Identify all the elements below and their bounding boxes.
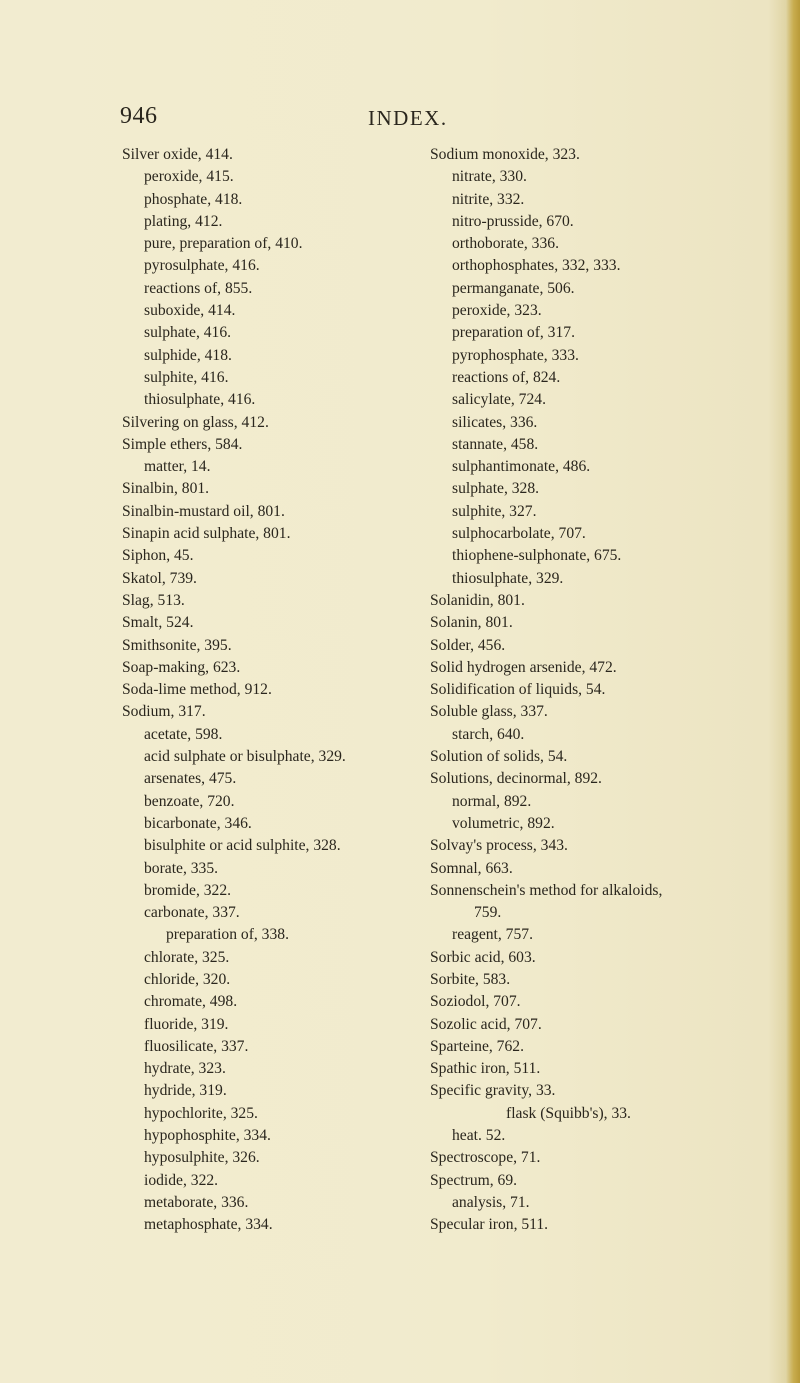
index-column-right — [430, 144, 790, 1237]
index-entry: Specific gravity, 33. — [430, 1082, 556, 1100]
index-subentry: sulphantimonate, 486. — [452, 458, 591, 476]
index-entry: Siphon, 45. — [122, 547, 194, 565]
index-subentry: iodide, 322. — [144, 1171, 219, 1189]
index-subentry: thiophene-sulphonate, 675. — [452, 547, 622, 565]
index-entry: Spectrum, 69. — [430, 1171, 518, 1189]
index-entry: Sinalbin, 801. — [122, 480, 210, 498]
index-entry: Solutions, decinormal, 892. — [430, 770, 602, 788]
index-entry: Sodium monoxide, 323. — [430, 146, 580, 163]
index-subentry: reagent, 757. — [452, 926, 533, 944]
index-subentry: flask (Squibb's), 33. — [506, 1104, 631, 1122]
index-subentry: plating, 412. — [144, 212, 223, 230]
index-subentry: hydride, 319. — [144, 1082, 227, 1100]
index-entry: Spectroscope, 71. — [430, 1149, 541, 1167]
index-entry: Soap-making, 623. — [122, 658, 241, 676]
index-entry: Soziodol, 707. — [430, 993, 521, 1011]
index-subentry: sulphate, 328. — [452, 480, 540, 498]
page-number: 946 — [120, 103, 158, 129]
index-subentry: fluosilicate, 337. — [144, 1037, 249, 1055]
index-entry: Spathic iron, 511. — [430, 1060, 541, 1078]
index-subentry: benzoate, 720. — [144, 792, 235, 810]
index-entry: Sorbic acid, 603. — [430, 948, 536, 966]
index-entry: Solvay's process, 343. — [430, 837, 568, 855]
index-entry: Silver oxide, 414. — [122, 146, 233, 163]
index-column-left — [122, 144, 462, 1237]
index-subentry: hypophosphite, 334. — [144, 1127, 271, 1145]
index-subentry: normal, 892. — [452, 792, 532, 810]
index-subentry: analysis, 71. — [452, 1193, 530, 1211]
index-subentry: metaphosphate, 334. — [144, 1216, 273, 1234]
index-entry: Sinapin acid sulphate, 801. — [122, 525, 291, 543]
index-subentry: nitrate, 330. — [452, 168, 527, 186]
index-subentry: sulphate, 416. — [144, 324, 232, 342]
index-entry: Silvering on glass, 412. — [122, 413, 269, 431]
index-subentry: preparation of, 338. — [166, 926, 289, 944]
index-entry: Solder, 456. — [430, 636, 506, 654]
index-entry: Sparteine, 762. — [430, 1037, 524, 1055]
index-entry: Solanidin, 801. — [430, 591, 525, 609]
index-subentry: peroxide, 323. — [452, 302, 542, 320]
index-subentry: starch, 640. — [452, 725, 525, 743]
index-subentry: stannate, 458. — [452, 435, 539, 453]
index-subentry: carbonate, 337. — [144, 904, 240, 922]
index-subentry: suboxide, 414. — [144, 302, 236, 320]
index-subentry: hydrate, 323. — [144, 1060, 226, 1078]
index-subentry: preparation of, 317. — [452, 324, 575, 342]
index-entry: Solanin, 801. — [430, 614, 513, 632]
index-subentry: sulphite, 416. — [144, 368, 229, 386]
index-subentry: metaborate, 336. — [144, 1193, 249, 1211]
index-subentry: acetate, 598. — [144, 725, 223, 743]
index-entry: Skatol, 739. — [122, 569, 197, 587]
index-subentry: borate, 335. — [144, 859, 219, 877]
index-subentry: chlorate, 325. — [144, 948, 230, 966]
index-subentry: fluoride, 319. — [144, 1015, 229, 1033]
index-entry: Soluble glass, 337. — [430, 703, 548, 721]
index-subentry: volumetric, 892. — [452, 814, 555, 832]
index-subentry: reactions of, 855. — [144, 279, 253, 297]
index-entry: Sinalbin-mustard oil, 801. — [122, 502, 285, 520]
index-subentry: bromide, 322. — [144, 881, 232, 899]
index-subentry: acid sulphate or bisulphate, 329. — [144, 748, 346, 766]
index-subentry: hypochlorite, 325. — [144, 1104, 258, 1122]
index-entry: Sodium, 317. — [122, 703, 206, 721]
index-subentry: thiosulphate, 329. — [452, 569, 564, 587]
index-subentry: sulphite, 327. — [452, 502, 537, 520]
index-subentry: 759. — [474, 904, 502, 922]
index-subentry: reactions of, 824. — [452, 368, 561, 386]
index-subentry: bicarbonate, 346. — [144, 814, 252, 832]
index-subentry: arsenates, 475. — [144, 770, 237, 788]
index-entry: Slag, 513. — [122, 591, 185, 609]
index-entry: Smalt, 524. — [122, 614, 194, 632]
index-subentry: bisulphite or acid sulphite, 328. — [144, 837, 341, 855]
index-entry: Sonnenschein's method for alkaloids, — [430, 881, 663, 899]
index-subentry: sulphide, 418. — [144, 346, 232, 364]
page-header — [0, 103, 800, 139]
index-entry: Solid hydrogen arsenide, 472. — [430, 658, 617, 676]
index-subentry: nitrite, 332. — [452, 190, 525, 208]
index-entry: Solidification of liquids, 54. — [430, 681, 606, 699]
index-subentry: permanganate, 506. — [452, 279, 575, 297]
index-subentry: nitro-prusside, 670. — [452, 212, 574, 230]
index-entry: Sozolic acid, 707. — [430, 1015, 542, 1033]
running-title: INDEX. — [368, 106, 448, 130]
index-subentry: orthoborate, 336. — [452, 235, 559, 253]
index-entry: Soda-lime method, 912. — [122, 681, 272, 699]
index-subentry: pyrophosphate, 333. — [452, 346, 579, 364]
index-subentry: chromate, 498. — [144, 993, 238, 1011]
index-subentry: heat. 52. — [452, 1127, 506, 1145]
index-subentry: phosphate, 418. — [144, 190, 243, 208]
index-subentry: matter, 14. — [144, 458, 211, 476]
index-subentry: thiosulphate, 416. — [144, 391, 256, 409]
index-subentry: silicates, 336. — [452, 413, 538, 431]
index-subentry: sulphocarbolate, 707. — [452, 525, 586, 543]
index-subentry: peroxide, 415. — [144, 168, 234, 186]
index-entry: Simple ethers, 584. — [122, 435, 243, 453]
index-subentry: pyrosulphate, 416. — [144, 257, 260, 275]
index-entry: Specular iron, 511. — [430, 1216, 549, 1234]
index-entry: Somnal, 663. — [430, 859, 513, 877]
index-entry: Smithsonite, 395. — [122, 636, 232, 654]
index-entry: Solution of solids, 54. — [430, 748, 568, 766]
index-subentry: salicylate, 724. — [452, 391, 546, 409]
index-subentry: orthophosphates, 332, 333. — [452, 257, 621, 275]
index-entry: Sorbite, 583. — [430, 970, 511, 988]
index-subentry: chloride, 320. — [144, 970, 231, 988]
index-subentry: hyposulphite, 326. — [144, 1149, 260, 1167]
index-subentry: pure, preparation of, 410. — [144, 235, 303, 253]
